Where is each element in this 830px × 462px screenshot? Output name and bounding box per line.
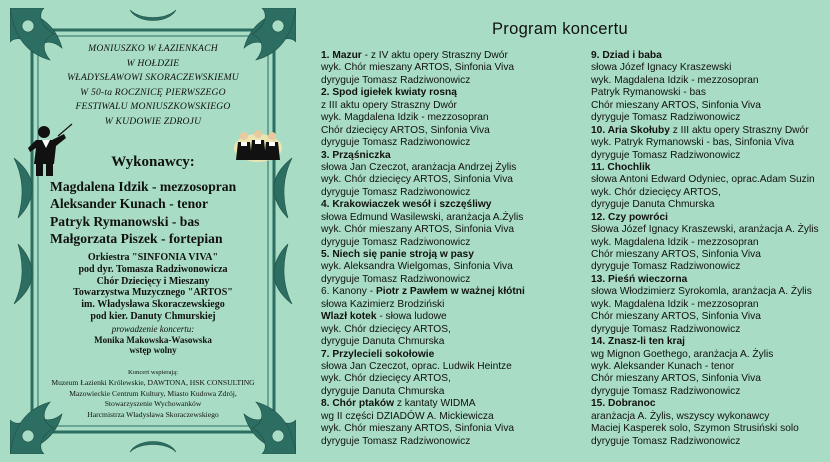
orchestra-info bbox=[0, 252, 306, 323]
program-item-text: wyk. Chór mieszany ARTOS, Sinfonia Viva bbox=[321, 62, 515, 74]
program-line bbox=[321, 286, 525, 298]
program-line bbox=[321, 212, 525, 224]
program-item-text: dyryguje Tomasz Radziwonowicz bbox=[321, 236, 471, 248]
program-item-text: dyryguje Danuta Chmurska bbox=[321, 385, 445, 397]
program-line bbox=[591, 237, 819, 249]
program-line bbox=[591, 87, 819, 99]
sponsor-line: Harcmistrza Władysława Skoraczewskiego bbox=[87, 409, 219, 419]
program-line bbox=[591, 373, 819, 385]
program-item-text: Patryk Rymanowski - bas bbox=[591, 87, 706, 99]
program-item-text: z kantaty WIDMA bbox=[394, 398, 476, 410]
sponsor-line: Stowarzyszenie Wychowanków bbox=[104, 399, 202, 409]
admission: wstęp wolny bbox=[129, 345, 177, 356]
program-item-text: dyryguje Danuta Chmurska bbox=[591, 199, 715, 211]
host-label: prowadzenie koncertu: bbox=[111, 324, 195, 334]
program-item-text: dyryguje Tomasz Radziwonowicz bbox=[591, 149, 741, 161]
program-item-text: wyk. Magdalena Idzik - mezzosopran bbox=[591, 74, 759, 86]
program-line bbox=[591, 361, 819, 373]
program-item-text: słowa Włodzimierz Syrokomla, aranżacja A. Żylis bbox=[591, 286, 812, 298]
program-line bbox=[591, 324, 819, 336]
program-item-title: 1. Mazur bbox=[321, 50, 362, 61]
program-item-text: Chór mieszany ARTOS, Sinfonia Viva bbox=[591, 373, 761, 385]
program-line bbox=[321, 386, 525, 398]
program-item-title: 9. Dziad i baba bbox=[591, 50, 662, 61]
program-item-text: słowa Jan Czeczot, oprac. Ludwik Heintze bbox=[321, 360, 512, 372]
program-line bbox=[591, 100, 819, 112]
title-line: W KUDOWIE ZDROJU bbox=[104, 115, 202, 127]
orchestra-line: pod kier. Danuty Chmurskiej bbox=[90, 310, 216, 322]
program-line bbox=[591, 261, 819, 273]
program-line bbox=[591, 162, 819, 174]
program-line bbox=[321, 237, 525, 249]
program-item-title: 7. Przylecieli sokołowie bbox=[321, 348, 435, 360]
program-item-text: wg Mignon Goethego, aranżacja A. Żylis bbox=[591, 348, 774, 360]
orchestra-line: Orkiestra "SINFONIA VIVA" bbox=[87, 252, 219, 263]
program-item-text: dyryguje Danuta Chmurska bbox=[321, 336, 445, 348]
program-line bbox=[321, 100, 525, 112]
program-item-title: 14. Znasz-li ten kraj bbox=[591, 336, 685, 348]
program-line bbox=[321, 62, 525, 74]
program-item-title: 8. Chór ptaków bbox=[321, 398, 395, 410]
program-item-text: wyk. Chór dziecięcy ARTOS, Sinfonia Viva bbox=[321, 174, 513, 186]
host-name: Monika Makowska-Wasowska bbox=[94, 334, 212, 345]
program-item-text: 6. Kanony - bbox=[321, 286, 376, 298]
program-line bbox=[321, 349, 525, 361]
program-item-text: dyryguje Tomasz Radziwonowicz bbox=[321, 137, 471, 149]
program-item-text: dyryguje Tomasz Radziwonowicz bbox=[321, 74, 471, 86]
program-line bbox=[591, 411, 819, 423]
program-item-text: z III aktu opery Straszny Dwór bbox=[321, 99, 457, 111]
program-item-text: Maciej Kasperek solo, Szymon Strusiński solo bbox=[591, 423, 799, 435]
program-item-text: wg II części DZIADÓW A. Mickiewicza bbox=[321, 410, 494, 422]
program-title: Program koncertu bbox=[492, 20, 628, 38]
performers-heading: Wykonawcy: bbox=[111, 154, 195, 170]
sponsor-line: Muzeum Łazienki Królewskie, DAWTONA, HSK CONSULTING bbox=[51, 378, 255, 388]
orchestra-line: Chór Dziecięcy i Mieszany bbox=[96, 275, 210, 287]
program-item-text: wyk. Magdalena Idzik - mezzosopran bbox=[591, 298, 759, 310]
program-item-text: Chór mieszany ARTOS, Sinfonia Viva bbox=[591, 99, 761, 111]
program-line bbox=[591, 125, 819, 137]
program-line bbox=[591, 112, 819, 124]
program-item-text: - słowa ludowe bbox=[376, 311, 447, 323]
program-item-text: wyk. Chór dziecięcy ARTOS, bbox=[321, 373, 451, 385]
program-item-title: 5. Niech się panie stroją w pasy bbox=[321, 249, 474, 260]
program-line bbox=[321, 199, 525, 211]
program-item-title: Wlazł kotek bbox=[321, 311, 377, 323]
performer: Małgorzata Piszek - fortepian bbox=[50, 231, 223, 247]
program-item-text: dyryguje Tomasz Radziwonowicz bbox=[591, 323, 741, 335]
sponsors bbox=[0, 368, 306, 420]
program-item-title: 4. Krakowiaczek wesół i szczęśliwy bbox=[321, 199, 492, 211]
program-line bbox=[591, 349, 819, 361]
program-item-text: wyk. Aleksandra Wielgomas, Sinfonia Viva bbox=[321, 261, 513, 273]
program-line bbox=[591, 386, 819, 398]
program-item-text: wyk. Magdalena Idzik - mezzosopran bbox=[321, 112, 489, 124]
program-line bbox=[591, 311, 819, 323]
program-line bbox=[591, 50, 819, 62]
program-line bbox=[321, 50, 525, 62]
program-item-text: dyryguje Tomasz Radziwonowicz bbox=[321, 186, 471, 198]
sponsor-line: Mazowieckie Centrum Kultury, Miasto Kudowa Zdrój, bbox=[69, 388, 237, 398]
program-line bbox=[591, 137, 819, 149]
program-item-title: 15. Dobranoc bbox=[591, 398, 656, 410]
program-line bbox=[591, 75, 819, 87]
program-line bbox=[591, 150, 819, 162]
program-line bbox=[321, 261, 525, 273]
program-line bbox=[591, 212, 819, 224]
program-item-text: wyk. Patryk Rymanowski - bas, Sinfonia Viva bbox=[591, 137, 795, 149]
program-item-title: 13. Pieśń wieczorna bbox=[591, 273, 688, 285]
program-line bbox=[321, 398, 525, 410]
program-line bbox=[321, 336, 525, 348]
performer: Aleksander Kunach - tenor bbox=[50, 196, 208, 212]
program-line bbox=[591, 187, 819, 199]
title-line: FESTIWALU MONIUSZKOWSKIEGO bbox=[75, 101, 231, 113]
program-item-text: Chór dziecięcy ARTOS, Sinfonia Viva bbox=[321, 124, 490, 136]
poster-panel bbox=[0, 0, 306, 462]
program-item-text: wyk. Chór dziecięcy ARTOS, bbox=[321, 323, 451, 335]
program-item-title: 12. Czy powróci bbox=[591, 211, 668, 223]
program-line bbox=[321, 361, 525, 373]
program-line bbox=[591, 286, 819, 298]
poster-title bbox=[0, 42, 306, 130]
program-item-text: dyryguje Tomasz Radziwonowicz bbox=[321, 435, 471, 447]
program-column-left bbox=[321, 50, 525, 448]
program-item-text: słowa Edmund Wasilewski, aranżacja A.Żylis bbox=[321, 211, 524, 223]
program-line bbox=[321, 112, 525, 124]
program-line bbox=[591, 274, 819, 286]
title-line: MONIUSZKO W ŁAZIENKACH bbox=[88, 43, 218, 54]
program-line bbox=[591, 436, 819, 448]
program-item-text: wyk. Chór mieszany ARTOS, Sinfonia Viva bbox=[321, 423, 515, 435]
program-line bbox=[321, 411, 525, 423]
program-item-title: Piotr z Pawłem w ważnej kłótni bbox=[375, 286, 525, 298]
program-item-text: dyryguje Tomasz Radziwonowicz bbox=[321, 273, 471, 285]
program-item-text: dyryguje Tomasz Radziwonowicz bbox=[591, 112, 741, 124]
program-item-text: aranżacja A. Żylis, wszyscy wykonawcy bbox=[591, 410, 770, 422]
program-line bbox=[591, 398, 819, 410]
program-line bbox=[591, 224, 819, 236]
program-line bbox=[321, 87, 525, 99]
program-item-text: słowa Antoni Edward Odyniec, oprac.Adam Suzin bbox=[591, 174, 815, 186]
program-line bbox=[321, 125, 525, 137]
program-line bbox=[321, 423, 525, 435]
program-line bbox=[321, 187, 525, 199]
title-line: W 50-ta ROCZNICĘ PIERWSZEGO bbox=[80, 86, 226, 98]
program-line bbox=[591, 336, 819, 348]
orchestra-line: im. Władysława Skoraczewskiego bbox=[81, 299, 225, 311]
program-line bbox=[591, 199, 819, 211]
program-line bbox=[321, 162, 525, 174]
performer: Patryk Rymanowski - bas bbox=[50, 213, 200, 229]
orchestra-line: Towarzystwa Muzycznego "ARTOS" bbox=[73, 287, 233, 299]
program-line bbox=[321, 224, 525, 236]
program-line bbox=[591, 62, 819, 74]
program-item-text: - z IV aktu opery Straszny Dwór bbox=[361, 50, 508, 61]
orchestra-line: pod dyr. Tomasza Radziwonowicza bbox=[78, 263, 228, 275]
program-line bbox=[591, 423, 819, 435]
program-item-text: wyk. Chór dziecięcy ARTOS, bbox=[591, 186, 721, 198]
program-column-right bbox=[591, 50, 819, 448]
program-line bbox=[321, 274, 525, 286]
program-item-text: Chór mieszany ARTOS, Sinfonia Viva bbox=[591, 249, 761, 260]
program-line bbox=[321, 150, 525, 162]
program-line bbox=[321, 311, 525, 323]
program-item-text: wyk. Magdalena Idzik - mezzosopran bbox=[591, 236, 759, 248]
program-item-text: Słowa Józef Ignacy Kraszewski, aranżacja A. Żylis bbox=[591, 224, 819, 236]
program-line bbox=[321, 75, 525, 87]
program-item-text: dyryguje Tomasz Radziwonowicz bbox=[591, 261, 741, 273]
program-item-text: dyryguje Tomasz Radziwonowicz bbox=[591, 385, 741, 397]
program-line bbox=[321, 299, 525, 311]
program-item-title: 10. Aria Skołuby bbox=[591, 124, 670, 136]
host-info bbox=[0, 324, 306, 356]
program-line bbox=[591, 249, 819, 261]
program-item-text: słowa Jan Czeczot, aranżacja Andrzej Żylis bbox=[321, 161, 517, 173]
program-item-text: wyk. Chór mieszany ARTOS, Sinfonia Viva bbox=[321, 224, 515, 236]
program-item-text: z III aktu opery Straszny Dwór bbox=[669, 124, 809, 136]
program-item-text: dyryguje Tomasz Radziwonowicz bbox=[591, 435, 741, 447]
performer: Magdalena Idzik - mezzosopran bbox=[50, 179, 237, 194]
sponsors-heading: Koncert wspierają: bbox=[128, 369, 178, 376]
program-item-text: Chór mieszany ARTOS, Sinfonia Viva bbox=[591, 311, 761, 323]
program-line bbox=[321, 436, 525, 448]
program-item-title: 3. Prząśniczka bbox=[321, 149, 391, 161]
program-line bbox=[321, 174, 525, 186]
program-item-text: słowa Józef Ignacy Kraszewski bbox=[591, 62, 732, 74]
title-line: WŁADYSŁAWOWI SKORACZEWSKIEMU bbox=[67, 72, 239, 84]
program-line bbox=[321, 373, 525, 385]
program-item-text: wyk. Aleksander Kunach - tenor bbox=[591, 360, 735, 372]
program-line bbox=[321, 324, 525, 336]
program-item-text: słowa Kazimierz Brodziński bbox=[321, 298, 445, 310]
program-line bbox=[321, 137, 525, 149]
program-line bbox=[321, 249, 525, 261]
title-line: W HOŁDZIE bbox=[126, 57, 180, 69]
program-item-title: 2. Spod igiełek kwiaty rosną bbox=[321, 87, 457, 99]
performers-list bbox=[50, 178, 236, 248]
program-line bbox=[591, 299, 819, 311]
program-line bbox=[591, 174, 819, 186]
program-item-title: 11. Chochlik bbox=[591, 161, 651, 173]
